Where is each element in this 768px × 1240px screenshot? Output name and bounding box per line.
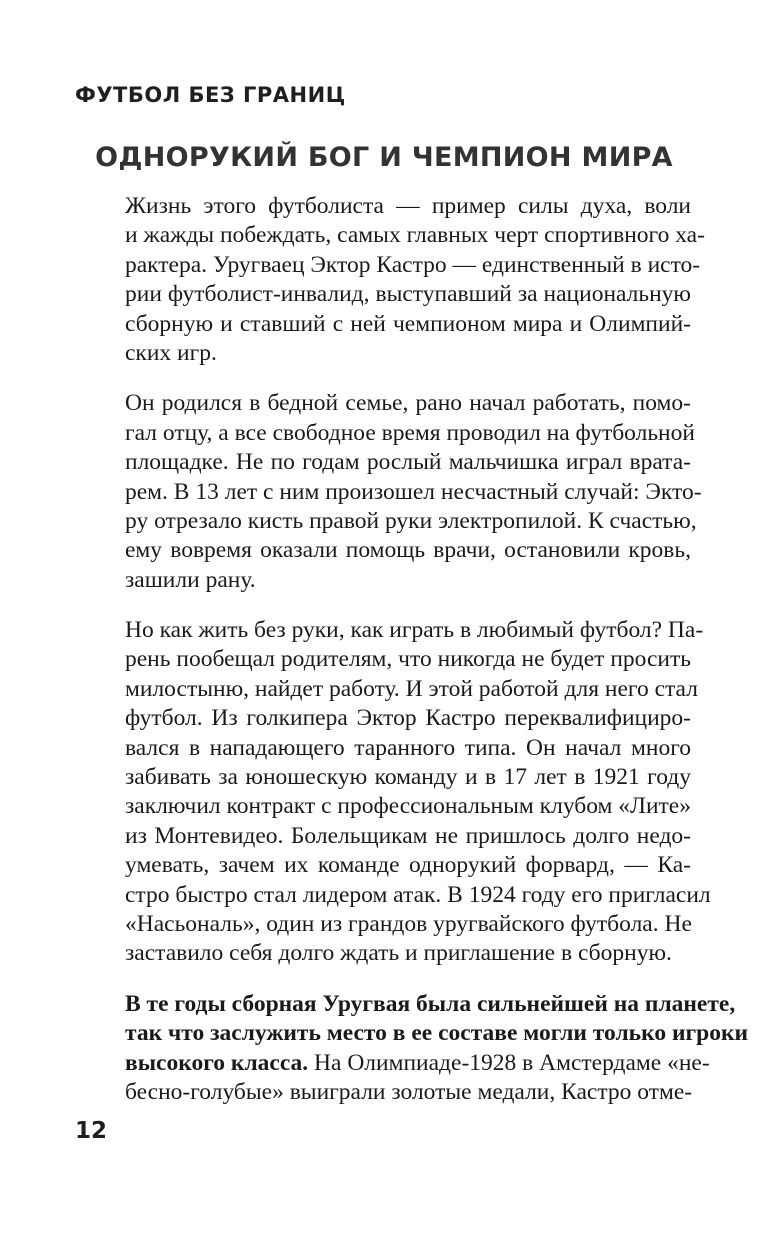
text-line: бесно-голубые» выиграли золотые медали, Кастро отме-: [125, 1078, 693, 1105]
bold-text: В те годы сборная Уругвая была сильнейшей на планете,: [125, 990, 736, 1017]
text-line: «Насьональ», один из грандов уругвайского футбола. Не: [125, 910, 692, 937]
text-line: вался в нападающего таранного типа. Он начал много: [125, 734, 691, 761]
running-head: ФУТБОЛ БЕЗ ГРАНИЦ: [75, 83, 346, 107]
chapter-title: ОДНОРУКИЙ БОГ И ЧЕМПИОН МИРА: [95, 142, 673, 173]
text-line: ских игр.: [125, 339, 217, 366]
text-line: рем. В 13 лет с ним произошел несчастный случай: Экто-: [125, 478, 702, 505]
text-line: ру отрезало кисть правой руки электропилой. К счастью,: [125, 507, 697, 534]
bold-text: высокого класса.: [125, 1049, 309, 1076]
text-line: ему вовремя оказали помощь врачи, остановили кровь,: [125, 537, 691, 564]
paragraph: [125, 990, 749, 1108]
text-line: рии футболист-инвалид, выступавший за национальную: [125, 281, 691, 308]
paragraph: [125, 389, 702, 595]
text-line: площадке. Не по годам рослый мальчишка играл врата-: [125, 449, 691, 476]
text-line: забивать за юношескую команду и в 17 лет в 1921 году: [125, 764, 691, 791]
text-line: рактера. Уругваец Эктор Кастро — единственный в исто-: [125, 251, 701, 278]
bold-text: так что заслужить место в ее составе могли только игроки: [125, 1020, 749, 1047]
text-line: Но как жить без руки, как играть в любимый футбол? Па-: [125, 617, 704, 644]
text-line: сборную и ставший с ней чемпионом мира и Олимпий-: [125, 310, 691, 337]
text-line: рень пообещал родителям, что никогда не будет просить: [125, 646, 691, 673]
text-line: Он родился в бедной семье, рано начал работать, помо-: [125, 390, 691, 417]
paragraph: [125, 192, 705, 368]
text-line: милостыню, найдет работу. И этой работой для него стал: [125, 675, 698, 702]
text-line: и жажды побеждать, самых главных черт спортивного ха-: [125, 222, 705, 249]
text-line: из Монтевидео. Болельщикам не пришлось долго недо-: [125, 822, 691, 849]
page-number: 12: [75, 1118, 108, 1144]
text-line: зашили рану.: [125, 566, 256, 593]
text-line: футбол. Из голкипера Эктор Кастро переквалифициро-: [125, 705, 691, 732]
text-line: [125, 990, 736, 1019]
text-line: [125, 1019, 749, 1048]
text-line: заключил контракт с профессиональным клубом «Лите»: [125, 793, 691, 820]
text-line: заставило себя долго ждать и приглашение в сборную.: [125, 940, 672, 967]
text-fragment: На Олимпиаде-1928 в Амстердаме «не-: [314, 1049, 710, 1076]
text-line: [125, 1049, 710, 1078]
body-text: [125, 192, 749, 1128]
text-line: стро быстро стал лидером атак. В 1924 году его пригласил: [125, 881, 711, 908]
text-line: гал отцу, а все свободное время проводил на футбольной: [125, 419, 695, 446]
paragraph: [125, 616, 711, 969]
text-line: умевать, зачем их команде однорукий форвард, — Ка-: [125, 852, 691, 879]
text-line: Жизнь этого футболиста — пример силы духа, воли: [125, 193, 691, 219]
